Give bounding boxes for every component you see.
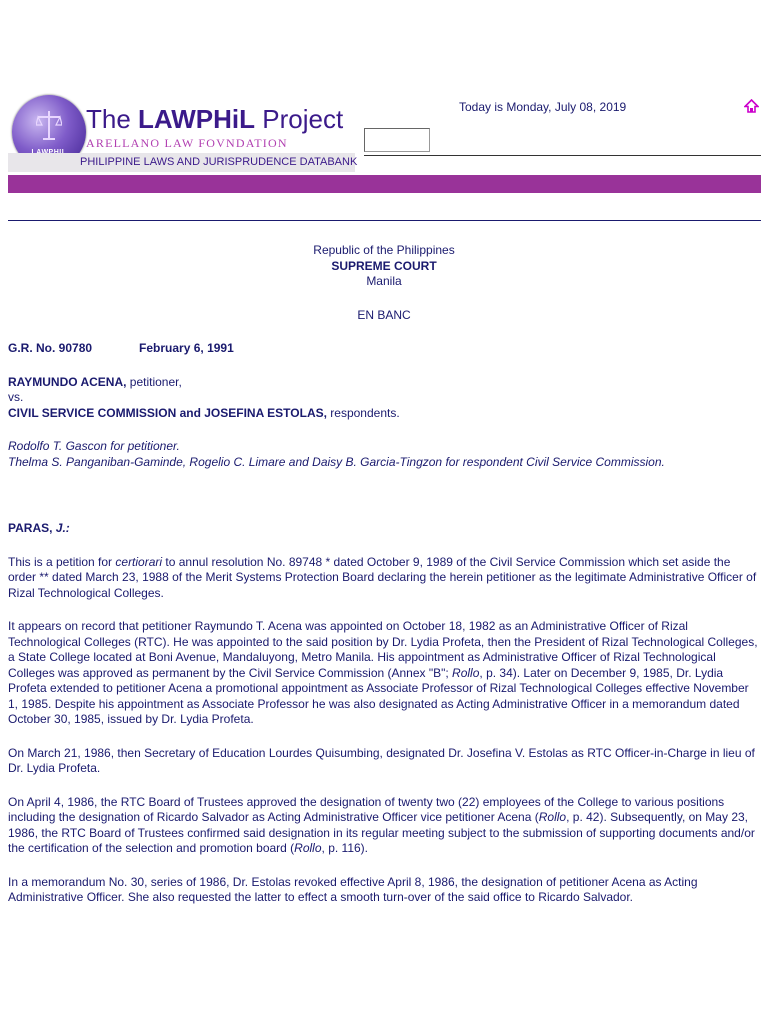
paragraph-5: In a memorandum No. 30, series of 1986, Dr. Estolas revoked effective April 8, 1986, the designation of petitioner Acena as Acting Administrative Officer. She also requested the latter to effect a smooth turn-over of the said office to Ricardo Salvador. xyxy=(8,874,698,904)
brand-title xyxy=(86,104,343,135)
brand-lawphil: LAWPHiL xyxy=(138,104,256,134)
division-label: EN BANC xyxy=(357,307,411,322)
today-date: Today is Monday, July 08, 2019 xyxy=(459,100,627,114)
decision-date: February 6, 1991 xyxy=(139,341,234,355)
counsel-respondent: Thelma S. Panganiban-Gaminde, Rogelio C. Limare and Daisy B. Garcia-Tingzon for respondent Civil Service Commission. xyxy=(8,454,665,469)
para4-italic-1: Rollo xyxy=(538,810,567,824)
petitioner-name: RAYMUNDO ACENA, xyxy=(8,374,127,389)
decision-document xyxy=(8,243,760,906)
respondent-name: CIVIL SERVICE COMMISSION and JOSEFINA ESTOLAS, xyxy=(8,405,327,420)
court-name: SUPREME COURT xyxy=(331,258,437,273)
respondent-role: respondents. xyxy=(326,405,400,420)
para1-text-b: to annul resolution No. 89748 * dated October 9, 1989 of the Civil Service Commission which set aside the order ** dated March 23, 1988 of the Merit Systems Protection Board declaring the herein petitioner as the legitimate Administrative Officer of Rizal Technological Colleges. xyxy=(8,554,757,600)
para4-text-c: , p. 116). xyxy=(321,841,369,855)
para4-italic-2: Rollo xyxy=(294,841,322,855)
header-rule xyxy=(364,155,761,156)
court-city: Manila xyxy=(366,274,402,288)
paragraph-4 xyxy=(8,795,760,857)
paragraph-2 xyxy=(8,619,760,728)
brand-the: The xyxy=(86,104,139,134)
para4-text-b: , p. 42). Subsequently, on May 23, 1986, the RTC Board of Trustees confirmed said designation in its regular meeting subject to the submission of supporting documents and/or the certification of the selection and promotion board ( xyxy=(8,810,755,855)
counsel-petitioner: Rodolfo T. Gascon for petitioner. xyxy=(8,439,180,453)
para2-text-b: , p. 34). Later on December 9, 1985, Dr. Lydia Profeta extended to petitioner Acena a promotional appointment as Associate Professor of Rizal Technological Colleges effective November 1, 1985. Despite his appointment as Associate Professor he was also designated as Acting Administrative Officer in a memorandum dated October 30, 1985, issued by Dr. Lydia Profeta. xyxy=(8,665,749,726)
brand-subtitle: ARELLANO LAW FOVNDATION xyxy=(86,136,288,150)
paragraph-3: On March 21, 1986, then Secretary of Education Lourdes Quisumbing, designated Dr. Josefina V. Estolas as RTC Officer-in-Charge in lieu of Dr. Lydia Profeta. xyxy=(8,745,755,775)
ponente-suffix: J.: xyxy=(52,521,70,535)
court-heading xyxy=(8,243,760,290)
search-input[interactable] xyxy=(364,128,430,152)
republic-line: Republic of the Philippines xyxy=(313,243,455,257)
versus: vs. xyxy=(8,390,24,404)
separator-rule xyxy=(8,220,761,221)
para1-italic: certiorari xyxy=(115,554,163,569)
para2-italic: Rollo xyxy=(452,665,480,680)
gr-number: G.R. No. 90780 xyxy=(8,341,93,355)
paragraph-1 xyxy=(8,555,760,602)
brand-tagline: PHILIPPINE LAWS AND JURISPRUDENCE DATABANK xyxy=(80,156,358,168)
para4-text-a: On April 4, 1986, the RTC Board of Trustees approved the designation of twenty two (22) employees of the College to various positions including the designation of Ricardo Salvador as Acting Administrative Officer vice petitioner Acena ( xyxy=(8,794,725,824)
ponente-line xyxy=(8,521,760,537)
parties xyxy=(8,375,760,422)
case-number-line xyxy=(8,341,760,357)
petitioner-role: petitioner, xyxy=(126,374,182,389)
para2-text-a: It appears on record that petitioner Raymundo T. Acena was appointed on October 18, 1982 as an Administrative Officer of Rizal Technological Colleges (RTC). He was appointed to the said position by Dr. Lydia Profeta, then the President of Rizal Technological Colleges, a State College located at Boni Avenue, Mandaluyong, Metro Manila. His appointment as Administrative Officer of Rizal Technological Colleges was approved as permanent by the Civil Service Commission (Annex "B"; xyxy=(8,619,758,680)
para1-text-a: This is a petition for xyxy=(8,554,116,569)
purple-nav-bar xyxy=(8,175,761,193)
home-up-arrow-icon[interactable] xyxy=(744,99,759,114)
ponente: PARAS, xyxy=(8,521,53,535)
brand-project: Project xyxy=(255,104,344,134)
scales-of-justice-icon xyxy=(36,109,62,143)
